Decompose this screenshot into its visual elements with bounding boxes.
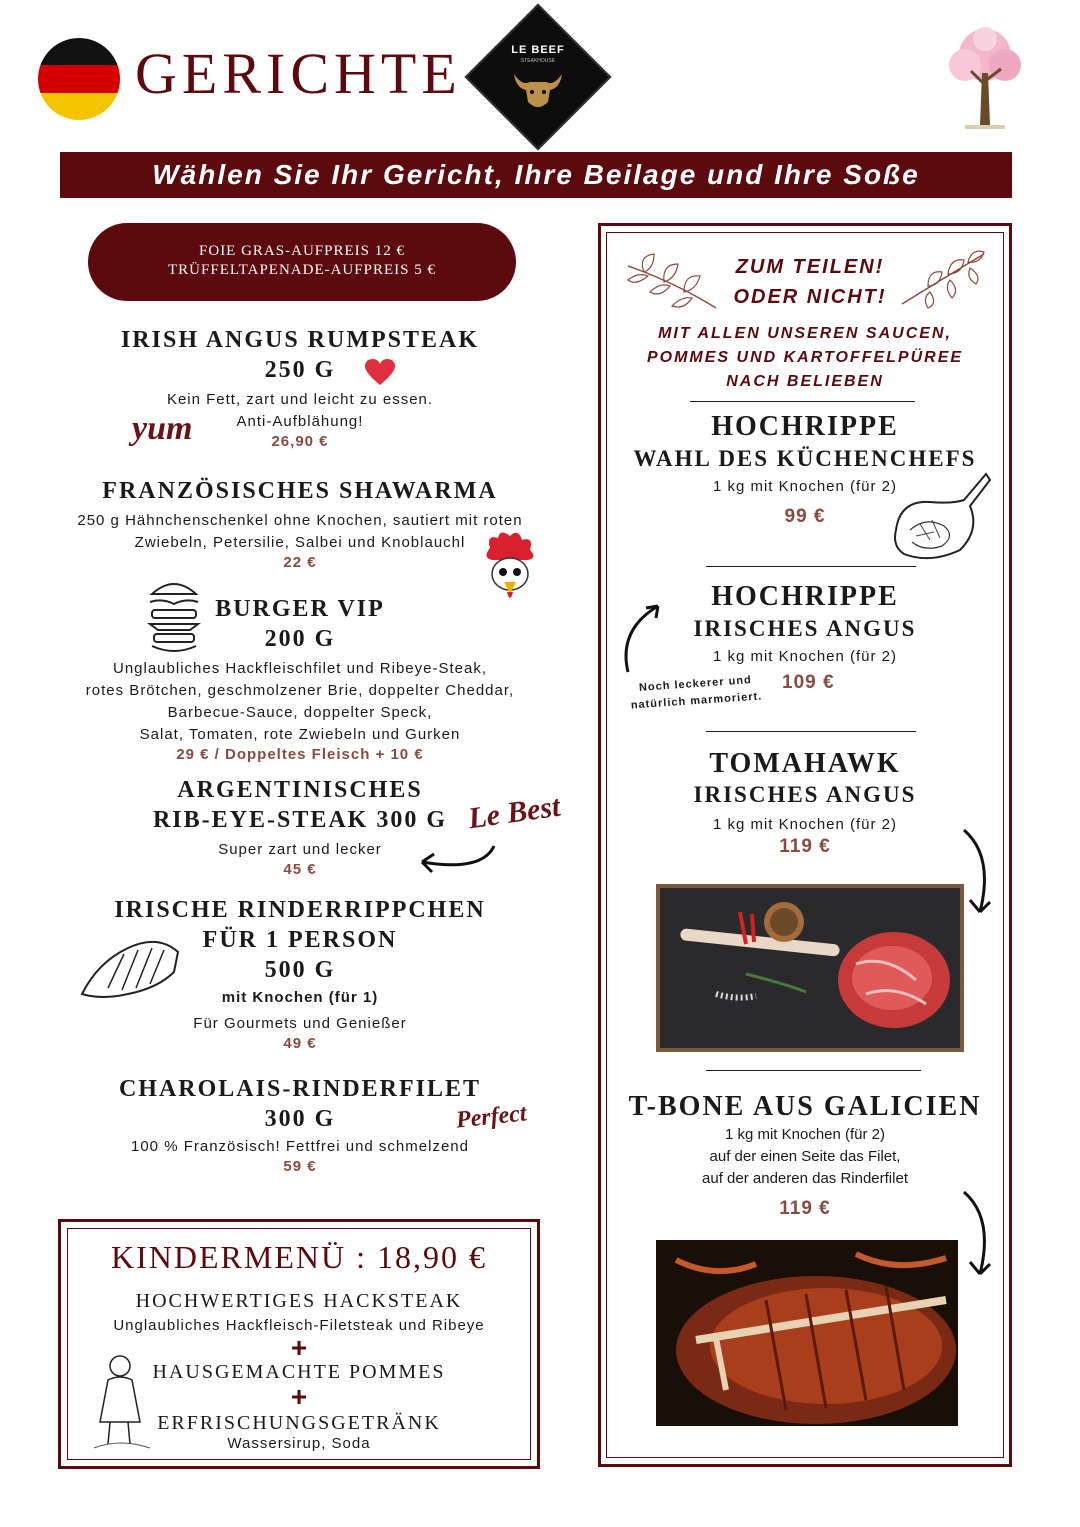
dish-description: Salat, Tomaten, rote Zwiebeln und Gurken <box>139 726 461 743</box>
share-sub-line1: MIT ALLEN UNSEREN SAUCEN, <box>658 325 952 342</box>
dish-name: IRISH ANGUS RUMPSTEAK <box>120 327 480 353</box>
le-best-tag: Le Best <box>466 789 563 836</box>
logo-name: LE BEEF <box>511 44 565 56</box>
dish-description: Zwiebeln, Petersilie, Salbei und Knoblauchl <box>134 534 466 551</box>
share-item-name: HOCHRIPPE <box>711 411 899 442</box>
share-item-subname: IRISCHES ANGUS <box>693 782 917 807</box>
bull-head-icon <box>508 68 568 114</box>
share-item-desc: auf der einen Seite das Filet, <box>709 1148 901 1165</box>
share-item-price: 109 € <box>782 672 835 693</box>
dish-name: FRANZÖSISCHES SHAWARMA <box>102 478 498 504</box>
dish-description: rotes Brötchen, geschmolzener Brie, doppelter Cheddar, <box>85 682 515 699</box>
kids-item-drink: ERFRISCHUNGSGETRÄNK <box>157 1412 441 1434</box>
dish-description: Super zart und lecker <box>218 841 382 858</box>
tbone-steak-photo <box>656 1240 958 1426</box>
curved-arrow-down-icon <box>960 1188 996 1280</box>
dish-weight: 200 G <box>264 626 336 652</box>
cherry-blossom-tree-icon <box>945 25 1025 135</box>
share-item-tomahawk <box>606 748 1004 858</box>
divider <box>690 401 915 402</box>
dish-burger <box>60 594 540 763</box>
dish-weight: 500 G <box>264 957 336 983</box>
share-item-tbone <box>606 1090 1004 1220</box>
share-item-price: 119 € <box>779 1198 831 1219</box>
yum-tag: yum <box>132 410 193 447</box>
ribs-sketch-icon <box>78 932 186 1004</box>
share-item-price: 99 € <box>784 506 826 527</box>
share-item-subname: WAHL DES KÜCHENCHEFS <box>633 446 977 471</box>
kids-menu-title: KINDERMENÜ : 18,90 € <box>111 1239 487 1275</box>
share-subheading <box>606 322 1004 394</box>
dish-bone-note: mit Knochen (für 1) <box>221 989 379 1006</box>
marbling-note-line1: Noch leckerer und <box>638 674 753 694</box>
share-item-name: TOMAHAWK <box>709 748 901 779</box>
kids-item-drink-desc: Wassersirup, Soda <box>227 1435 371 1452</box>
dish-description: Unglaubliches Hackfleischfilet und Ribeye-Steak, <box>112 660 487 677</box>
marbling-note-line2: natürlich marmoriert. <box>630 690 763 712</box>
perfect-tag: Perfect <box>454 1100 528 1134</box>
heart-icon <box>364 358 396 386</box>
dish-description: 100 % Französisch! Fettfrei und schmelzend <box>131 1138 469 1155</box>
dish-description: 250 g Hähnchenschenkel ohne Knochen, sautiert mit roten <box>77 512 523 529</box>
divider <box>706 566 916 567</box>
share-heading <box>720 252 900 312</box>
share-item-price: 119 € <box>779 836 831 857</box>
leaf-branch-left-icon <box>624 252 720 314</box>
dish-name: ARGENTINISCHES <box>177 777 423 803</box>
share-heading-line2: ODER NICHT! <box>733 286 887 308</box>
dish-price: 26,90 € <box>271 433 329 450</box>
share-sub-line2: POMMES UND KARTOFFELPÜREE <box>646 349 964 366</box>
share-heading-line1: ZUM TEILEN! <box>735 256 885 278</box>
kids-item-steak-desc: Unglaubliches Hackfleisch-Filetsteak und Ribeye <box>113 1317 485 1334</box>
share-item-name: HOCHRIPPE <box>711 581 899 612</box>
share-item-desc: 1 kg mit Knochen (für 2) <box>712 478 898 495</box>
dish-price: 49 € <box>283 1035 317 1052</box>
kids-item-steak: HOCHWERTIGES HACKSTEAK <box>135 1290 463 1312</box>
dish-description: Anti-Aufblähung! <box>236 413 364 430</box>
dish-name: CHAROLAIS-RINDERFILET <box>118 1076 482 1102</box>
dish-price: 22 € <box>283 554 317 571</box>
supplements-pill <box>88 223 516 301</box>
dish-price: 59 € <box>283 1158 317 1175</box>
kids-item-fries: HAUSGEMACHTE POMMES <box>152 1361 446 1383</box>
share-item-desc: 1 kg mit Knochen (für 2) <box>712 648 898 665</box>
dish-weight: 300 G <box>264 1106 336 1132</box>
share-sub-line3: NACH BELIEBEN <box>726 373 884 390</box>
tomahawk-steak-photo <box>656 884 964 1052</box>
dish-price: 29 € / Doppeltes Fleisch + 10 € <box>176 746 424 763</box>
ribeye-sketch-icon <box>890 470 994 564</box>
dish-price: 45 € <box>283 861 317 878</box>
dish-weight: 250 G <box>264 357 336 383</box>
german-flag-icon <box>38 38 120 120</box>
instruction-banner: Wählen Sie Ihr Gericht, Ihre Beilage und Ihre Soße <box>60 152 1012 198</box>
dish-description: Kein Fett, zart und leicht zu essen. <box>166 391 434 408</box>
share-item-desc: 1 kg mit Knochen (für 2) <box>724 1126 886 1143</box>
supplement-truffle: TRÜFFELTAPENADE-AUFPREIS 5 € <box>168 262 436 278</box>
supplement-foie-gras: FOIE GRAS-AUFPREIS 12 € <box>199 243 405 259</box>
share-item-desc: 1 kg mit Knochen (für 2) <box>712 816 898 833</box>
divider <box>706 1070 921 1071</box>
logo-sub: STEAKHOUSE <box>520 58 556 64</box>
dish-description: Barbecue-Sauce, doppelter Speck, <box>167 704 433 721</box>
dish-description: Für Gourmets und Genießer <box>193 1015 407 1032</box>
curved-arrow-up-icon <box>618 600 668 676</box>
leaf-branch-right-icon <box>898 248 988 310</box>
child-sketch-icon <box>90 1352 154 1452</box>
plus-icon: + <box>290 1381 308 1412</box>
page-title: GERICHTE <box>135 41 462 106</box>
plus-icon: + <box>290 1332 308 1363</box>
share-item-desc: auf der anderen das Rinderfilet <box>702 1170 908 1187</box>
share-item-name: T-BONE AUS GALICIEN <box>628 1091 982 1122</box>
curved-arrow-icon <box>412 840 502 880</box>
dish-name: IRISCHE RINDERRIPPCHEN <box>114 897 486 923</box>
curved-arrow-down-icon <box>960 826 996 918</box>
logo <box>478 36 598 119</box>
dish-name: FÜR 1 PERSON <box>202 927 398 953</box>
dish-name: RIB-EYE-STEAK 300 G <box>152 807 448 833</box>
dish-name: BURGER VIP <box>215 596 385 622</box>
share-item-subname: IRISCHES ANGUS <box>693 616 917 641</box>
divider <box>706 731 916 732</box>
